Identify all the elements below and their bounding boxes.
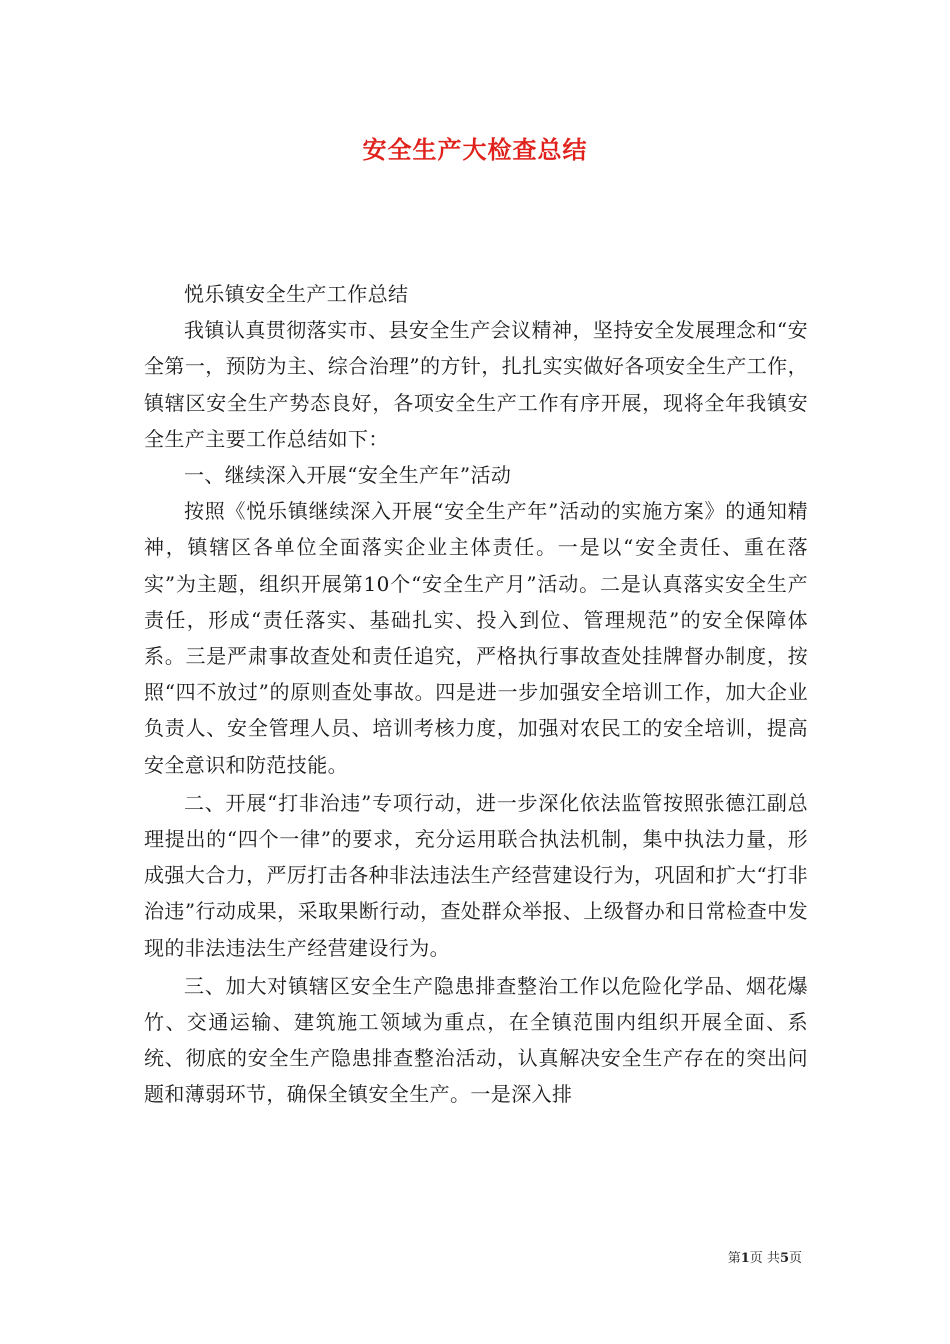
paragraph-section-2: 二、开展“打非治违”专项行动，进一步深化依法监管按照张德江副总理提出的“四个一律”的要求，充分运用联合执法机制，集中执法力量，形成强大合力，严厉打击各种非法违法生产经营建设行为，巩固和扩大“打非治违”行动成果，采取果断行动，查处群众举报、上级督办和日常检查中发现的非法违法生产经营建设行为。 <box>144 790 808 960</box>
page-number-footer <box>728 1250 802 1268</box>
footer-total-pages: 5 <box>779 1251 789 1266</box>
paragraph-section-1: 按照《悦乐镇继续深入开展“安全生产年”活动的实施方案》的通知精神，镇辖区各单位全面落实企业主体责任。一是以“安全责任、重在落实”为主题，组织开展第10个“安全生产月”活动。二是认真落实安全生产责任，形成“责任落实、基础扎实、投入到位、管理规范”的安全保障体系。三是严肃事故查处和责任追究，严格执行事故查处挂牌督办制度，按照“四不放过”的原则查处事故。四是进一步加强安全培训工作，加大企业负责人、安全管理人员、培训考核力度，加强对农民工的安全培训，提高安全意识和防范技能。 <box>144 499 808 777</box>
paragraph-section-3: 三、加大对镇辖区安全生产隐患排查整治工作以危险化学品、烟花爆竹、交通运输、建筑施工领域为重点，在全镇范围内组织开展全面、系统、彻底的安全生产隐患排查整治活动，认真解决安全生产存在的突出问题和薄弱环节，确保全镇安全生产。一是深入排 <box>144 973 808 1107</box>
paragraph-heading-1: 一、继续深入开展“安全生产年”活动 <box>184 463 512 488</box>
footer-middle: 页 共 <box>749 1251 780 1266</box>
paragraph-intro: 我镇认真贯彻落实市、县安全生产会议精神，坚持安全发展理念和“安全第一，预防为主、综合治理”的方针，扎扎实实做好各项安全生产工作，镇辖区安全生产势态良好，各项安全生产工作有序开展，现将全年我镇安全生产主要工作总结如下： <box>144 318 808 451</box>
footer-prefix: 第 <box>727 1251 741 1266</box>
document-body <box>144 276 808 1113</box>
footer-current-page: 1 <box>740 1251 750 1266</box>
footer-suffix: 页 <box>788 1251 802 1266</box>
document-title: 安全生产大检查总结 <box>362 135 588 164</box>
paragraph-subtitle: 悦乐镇安全生产工作总结 <box>184 282 409 306</box>
